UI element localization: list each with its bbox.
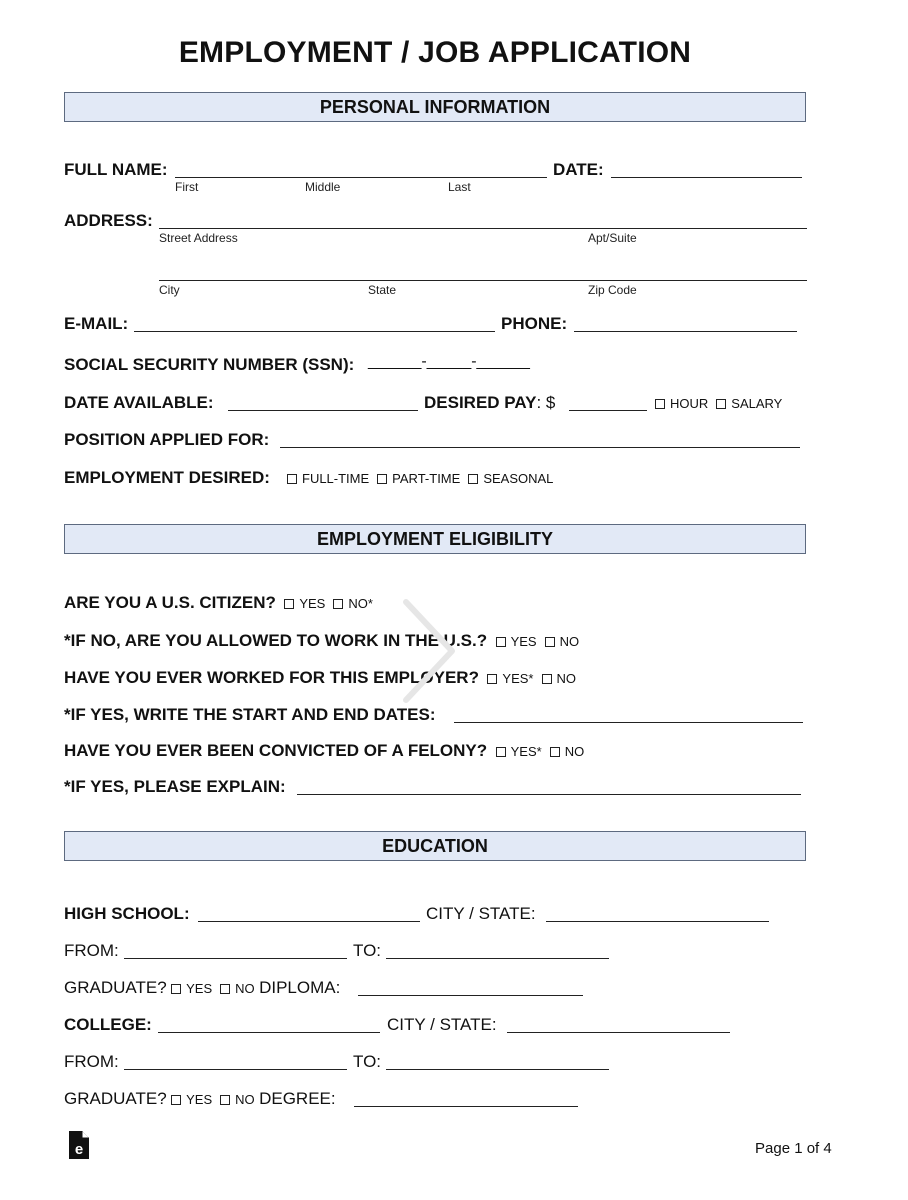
date-field[interactable] — [611, 177, 802, 178]
worked-yes-label: YES* — [502, 671, 534, 686]
college-from-field[interactable] — [124, 1069, 347, 1070]
college-from-label: FROM: — [64, 1052, 119, 1071]
desired-pay-field[interactable] — [569, 410, 647, 411]
section-header-education: EDUCATION — [64, 831, 806, 861]
worked-yes-checkbox[interactable] — [487, 674, 497, 684]
middle-name-caption: Middle — [305, 180, 341, 194]
date-available-field[interactable] — [228, 410, 418, 411]
citizen-question-row — [64, 593, 373, 613]
college-graduate-no-label: NO — [235, 1092, 255, 1107]
employment-dates-field[interactable] — [454, 722, 803, 723]
college-graduate-yes-label: YES — [186, 1092, 213, 1107]
street-address-caption: Street Address — [159, 231, 238, 245]
desired-pay-label-text: DESIRED PAY — [424, 393, 537, 412]
degree-label: DEGREE: — [259, 1089, 336, 1108]
felony-yes-label: YES* — [510, 744, 542, 759]
last-name-caption: Last — [448, 180, 471, 194]
felony-no-label: NO — [564, 744, 585, 759]
position-label: POSITION APPLIED FOR: — [64, 430, 270, 449]
worked-no-label: NO — [556, 671, 576, 686]
explain-question: *IF YES, PLEASE EXPLAIN: — [64, 777, 286, 796]
allowed-question-row — [64, 631, 579, 651]
citizen-no-checkbox[interactable] — [333, 599, 343, 609]
city-state-zip-field[interactable] — [159, 280, 807, 281]
college-graduate-yes-checkbox[interactable] — [171, 1095, 181, 1105]
hs-graduate-no-checkbox[interactable] — [220, 984, 230, 994]
college-label: COLLEGE: — [64, 1015, 152, 1034]
full-name-field[interactable] — [175, 177, 547, 178]
hs-graduate-yes-label: YES — [186, 981, 213, 996]
phone-label: PHONE: — [501, 314, 568, 333]
diploma-field[interactable] — [358, 995, 583, 996]
allowed-yes-label: YES — [510, 634, 537, 649]
college-field[interactable] — [158, 1032, 380, 1033]
first-name-caption: First — [175, 180, 199, 194]
worked-question-row — [64, 668, 576, 688]
pay-basis-options — [655, 396, 782, 411]
felony-yes-checkbox[interactable] — [496, 747, 506, 757]
section-header-personal: PERSONAL INFORMATION — [64, 92, 806, 122]
seasonal-checkbox[interactable] — [468, 474, 478, 484]
svg-text:e: e — [74, 1141, 84, 1158]
part-time-label: PART-TIME — [392, 471, 461, 486]
hs-from-label: FROM: — [64, 941, 119, 960]
page-number: Page 1 of 4 — [755, 1140, 832, 1157]
college-city-state-field[interactable] — [507, 1032, 730, 1033]
email-label: E-MAIL: — [64, 314, 129, 333]
felony-question-row — [64, 741, 584, 761]
hs-graduate-row — [64, 978, 340, 998]
eforms-logo-icon — [68, 1130, 90, 1160]
citizen-yes-label: YES — [299, 596, 326, 611]
hs-to-field[interactable] — [386, 958, 609, 959]
part-time-checkbox[interactable] — [377, 474, 387, 484]
play-overlay-icon — [398, 596, 458, 706]
hs-from-field[interactable] — [124, 958, 347, 959]
worked-question: HAVE YOU EVER WORKED FOR THIS EMPLOYER? — [64, 668, 479, 687]
college-graduate-row — [64, 1089, 336, 1109]
allowed-no-label: NO — [559, 634, 580, 649]
citizen-question: ARE YOU A U.S. CITIZEN? — [64, 593, 276, 612]
allowed-yes-checkbox[interactable] — [496, 637, 506, 647]
dates-question: *IF YES, WRITE THE START AND END DATES: — [64, 705, 436, 724]
city-caption: City — [159, 283, 180, 297]
state-caption: State — [368, 283, 397, 297]
salary-checkbox[interactable] — [716, 399, 726, 409]
ssn-field[interactable]: ______-_____-______ — [368, 353, 530, 370]
hs-graduate-no-label: NO — [235, 981, 255, 996]
worked-no-checkbox[interactable] — [542, 674, 552, 684]
address-label: ADDRESS: — [64, 211, 153, 230]
diploma-label: DIPLOMA: — [259, 978, 341, 997]
page-title: EMPLOYMENT / JOB APPLICATION — [178, 36, 692, 69]
degree-field[interactable] — [354, 1106, 578, 1107]
hs-city-state-field[interactable] — [546, 921, 769, 922]
desired-pay-label — [424, 393, 555, 413]
full-time-checkbox[interactable] — [287, 474, 297, 484]
hs-to-label: TO: — [353, 941, 382, 960]
street-address-field[interactable] — [159, 228, 807, 229]
full-name-label: FULL NAME: — [64, 160, 168, 179]
employment-desired-options — [287, 471, 553, 486]
hs-graduate-yes-checkbox[interactable] — [171, 984, 181, 994]
hs-city-state-label: CITY / STATE: — [426, 904, 536, 923]
allowed-no-checkbox[interactable] — [545, 637, 555, 647]
phone-field[interactable] — [574, 331, 797, 332]
college-city-state-label: CITY / STATE: — [387, 1015, 497, 1034]
full-time-label: FULL-TIME — [302, 471, 370, 486]
seasonal-label: SEASONAL — [483, 471, 554, 486]
citizen-no-label: NO* — [348, 596, 373, 611]
explain-field[interactable] — [297, 794, 801, 795]
section-header-eligibility: EMPLOYMENT ELIGIBILITY — [64, 524, 806, 554]
hour-checkbox[interactable] — [655, 399, 665, 409]
date-available-label: DATE AVAILABLE: — [64, 393, 214, 412]
hour-option-label: HOUR — [670, 396, 709, 411]
salary-option-label: SALARY — [731, 396, 783, 411]
college-graduate-no-checkbox[interactable] — [220, 1095, 230, 1105]
position-field[interactable] — [280, 447, 800, 448]
college-to-label: TO: — [353, 1052, 382, 1071]
college-graduate-label: GRADUATE? — [64, 1089, 167, 1108]
college-to-field[interactable] — [386, 1069, 609, 1070]
high-school-field[interactable] — [198, 921, 420, 922]
felony-no-checkbox[interactable] — [550, 747, 560, 757]
allowed-question: *IF NO, ARE YOU ALLOWED TO WORK IN THE U.S.? — [64, 631, 488, 650]
apt-suite-caption: Apt/Suite — [588, 231, 637, 245]
felony-question: HAVE YOU EVER BEEN CONVICTED OF A FELONY? — [64, 741, 488, 760]
hs-graduate-label: GRADUATE? — [64, 978, 167, 997]
email-field[interactable] — [134, 331, 495, 332]
zip-code-caption: Zip Code — [588, 283, 637, 297]
ssn-label: SOCIAL SECURITY NUMBER (SSN): — [64, 355, 355, 374]
date-label: DATE: — [553, 160, 604, 179]
employment-desired-label: EMPLOYMENT DESIRED: — [64, 468, 270, 487]
citizen-yes-checkbox[interactable] — [284, 599, 294, 609]
high-school-label: HIGH SCHOOL: — [64, 904, 190, 923]
desired-pay-dollar: : $ — [536, 393, 556, 412]
